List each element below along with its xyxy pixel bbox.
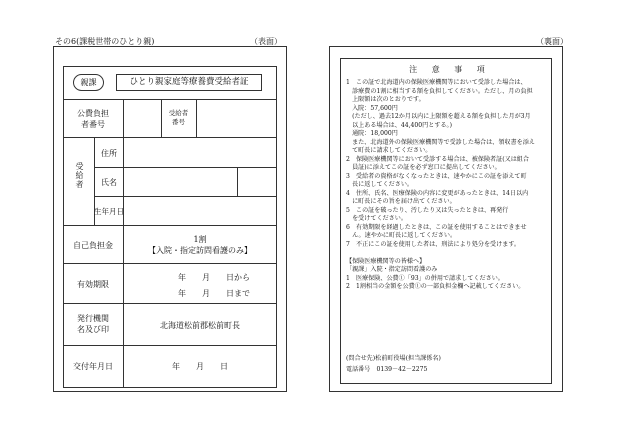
note-line: 2 1割相当の金額を公費①の一部負担金欄へ記載してください。	[346, 283, 525, 290]
note-line: 員証)に添えてこの証を必ず窓口に提出してください。	[346, 164, 501, 171]
note-line: 「親課」入院・指定訪問看護のみ	[346, 266, 438, 273]
note-line: 1 この証で北海道内の保険医療機関等において受診した場合は、	[346, 79, 527, 86]
note-line: 通院：18,000円	[346, 130, 398, 137]
note-line: 上限額は次のとおりです。	[346, 96, 425, 103]
note-line: て町長に請求してください。	[346, 147, 432, 154]
note-line: 5 この証を破ったり、汚したり又は失ったときは、再発行	[346, 206, 509, 214]
note-line: 7 不正にこの証を使用した者は、刑法により処分を受けます。	[346, 240, 521, 248]
validity-label: 有効期限	[77, 280, 109, 289]
recipient-number-label: 受給者 番号	[168, 109, 189, 126]
copay-label: 自己負担金	[73, 241, 113, 250]
issuer-label: 発行機関 名及び印	[77, 314, 109, 334]
copay-value: 1割 【入院・指定訪問看護のみ】	[148, 235, 252, 255]
rule	[63, 345, 277, 346]
recipient-vertical-label: 受給者	[75, 162, 84, 189]
notes-title: 注 意 事 項	[409, 65, 491, 74]
note-line: 6 有効期限を経過したときは、この証を使用することはできませ	[346, 223, 527, 231]
issue-date-label: 交付年月日	[73, 362, 113, 371]
note-line: 4 住所、氏名、医療保険の内容に変更があったときは、14日以内	[346, 189, 529, 197]
rule	[196, 99, 197, 137]
rule	[63, 303, 277, 304]
rule	[123, 99, 124, 137]
note-line: に町長にその旨を届け出てください。	[346, 198, 456, 205]
rule	[63, 137, 277, 138]
contact-line-1: (問合せ先)松前町役場(担当課係名)	[346, 355, 441, 362]
front-side-label: （表面）	[250, 37, 282, 46]
note-line: を受けてください。	[346, 215, 407, 222]
rule	[63, 263, 277, 264]
issue-date-value: 年 月 日	[172, 362, 228, 371]
rule	[94, 167, 277, 168]
note-line: 【保険医療機関等の皆様へ】	[346, 257, 426, 265]
name-label: 氏名	[101, 178, 117, 187]
rule	[63, 225, 277, 226]
note-line: 長に返してください。	[346, 181, 414, 188]
birth-date-label: 生年月日	[94, 207, 124, 216]
front-caption: その6(課税世帯のひとり親)	[55, 37, 155, 46]
certificate-title-box: ひとり親家庭等療養費受給者証	[116, 74, 262, 91]
kaka-badge: 親課	[73, 74, 104, 91]
contact-line-2: 電話番号 0139－42－2275	[346, 366, 428, 373]
rule	[63, 99, 277, 100]
note-line: 3 受給者の資格がなくなったときは、速やかにこの証を添えて町	[346, 172, 527, 180]
note-line: 診療費の1割に相当する額を負担してください。ただし、月の負担	[346, 87, 533, 95]
validity-to: 年 月 日まで	[178, 289, 250, 298]
rule	[123, 137, 124, 388]
back-side-label: （裏面）	[536, 37, 568, 46]
validity-from: 年 月 日から	[178, 273, 250, 282]
issuer-value: 北海道松前郡松前町長	[160, 321, 240, 330]
note-line: 入院：57,600円	[346, 104, 398, 112]
note-line: 以上ある場合は、44,400円とする。)	[346, 121, 452, 129]
note-line: 1 医療保険、公費①「93」の併用で請求してください。	[346, 274, 504, 282]
note-line: (ただし、過去12か月以内に上限額を超える額を負担した月が3月	[346, 113, 531, 120]
rule	[237, 167, 238, 196]
address-label: 住所	[101, 149, 117, 158]
note-line: 2 保険医療機関等において受診する場合は、被保険者証(又は組合	[346, 155, 529, 163]
public-payer-label: 公費負担 者番号	[77, 109, 109, 129]
rule	[94, 196, 277, 197]
note-line: また、北海道外の保険医療機関等で受診した場合は、領収書を添え	[346, 138, 535, 146]
note-line: ん。速やかに町長に返してください。	[346, 232, 457, 239]
